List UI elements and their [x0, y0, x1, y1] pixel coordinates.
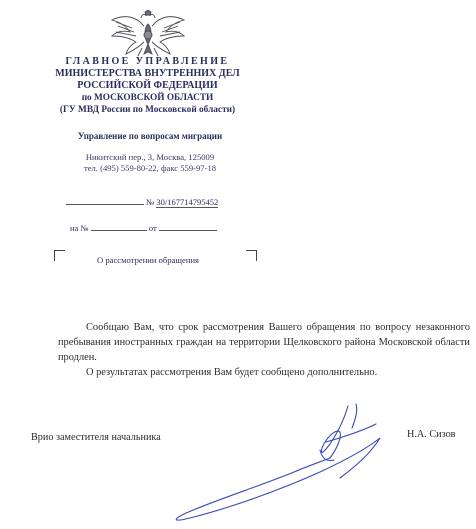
address-line-2: тел. (495) 559-80-22, факс 559-97-18 — [83, 163, 217, 173]
ref-prefix: на № — [70, 223, 89, 233]
subject-corner-right — [246, 250, 257, 261]
letter-body — [58, 320, 470, 380]
reference-line — [70, 222, 217, 233]
ref-date-blank — [159, 222, 217, 231]
body-paragraph-1: Сообщаю Вам, что срок рассмотрения Вашего обращения по вопросу незаконного пребывания иностранных граждан на территории Щелковского района Московской области продлен. — [58, 322, 470, 363]
signer-title: Врио заместителя начальника — [31, 432, 161, 443]
signer-name: Н.А. Сизов — [407, 429, 456, 440]
number-prefix: № — [146, 197, 155, 207]
ref-number-blank — [91, 222, 147, 231]
header-line-1: ГЛАВНОЕ УПРАВЛЕНИЕ — [65, 56, 230, 67]
address-line-1: Никитский пер., 3, Москва, 125009 — [85, 152, 215, 162]
header-line-3: РОССИЙСКОЙ ФЕДЕРАЦИИ — [77, 80, 218, 91]
date-blank — [66, 196, 144, 205]
handwritten-signature — [170, 398, 400, 523]
body-paragraph-2: О результатах рассмотрения Вам будет сообщено дополнительно. — [86, 367, 378, 378]
header-line-2: МИНИСТЕРСТВА ВНУТРЕННИХ ДЕЛ — [55, 68, 240, 79]
department-name: Управление по вопросам миграции — [77, 131, 223, 141]
header-line-5: (ГУ МВД России по Московской области) — [59, 105, 236, 115]
subject-corner-left — [54, 250, 65, 261]
issuing-authority-header — [30, 56, 265, 116]
authority-address — [0, 152, 300, 174]
letter-subject: О рассмотрении обращения — [97, 255, 199, 265]
ref-from-label: от — [148, 223, 157, 233]
header-line-4: по МОСКОВСКОЙ ОБЛАСТИ — [81, 93, 214, 103]
registration-number: 30/167714795452 — [156, 197, 219, 207]
double-headed-eagle-emblem-icon — [108, 10, 188, 62]
registration-number-line — [66, 196, 218, 207]
